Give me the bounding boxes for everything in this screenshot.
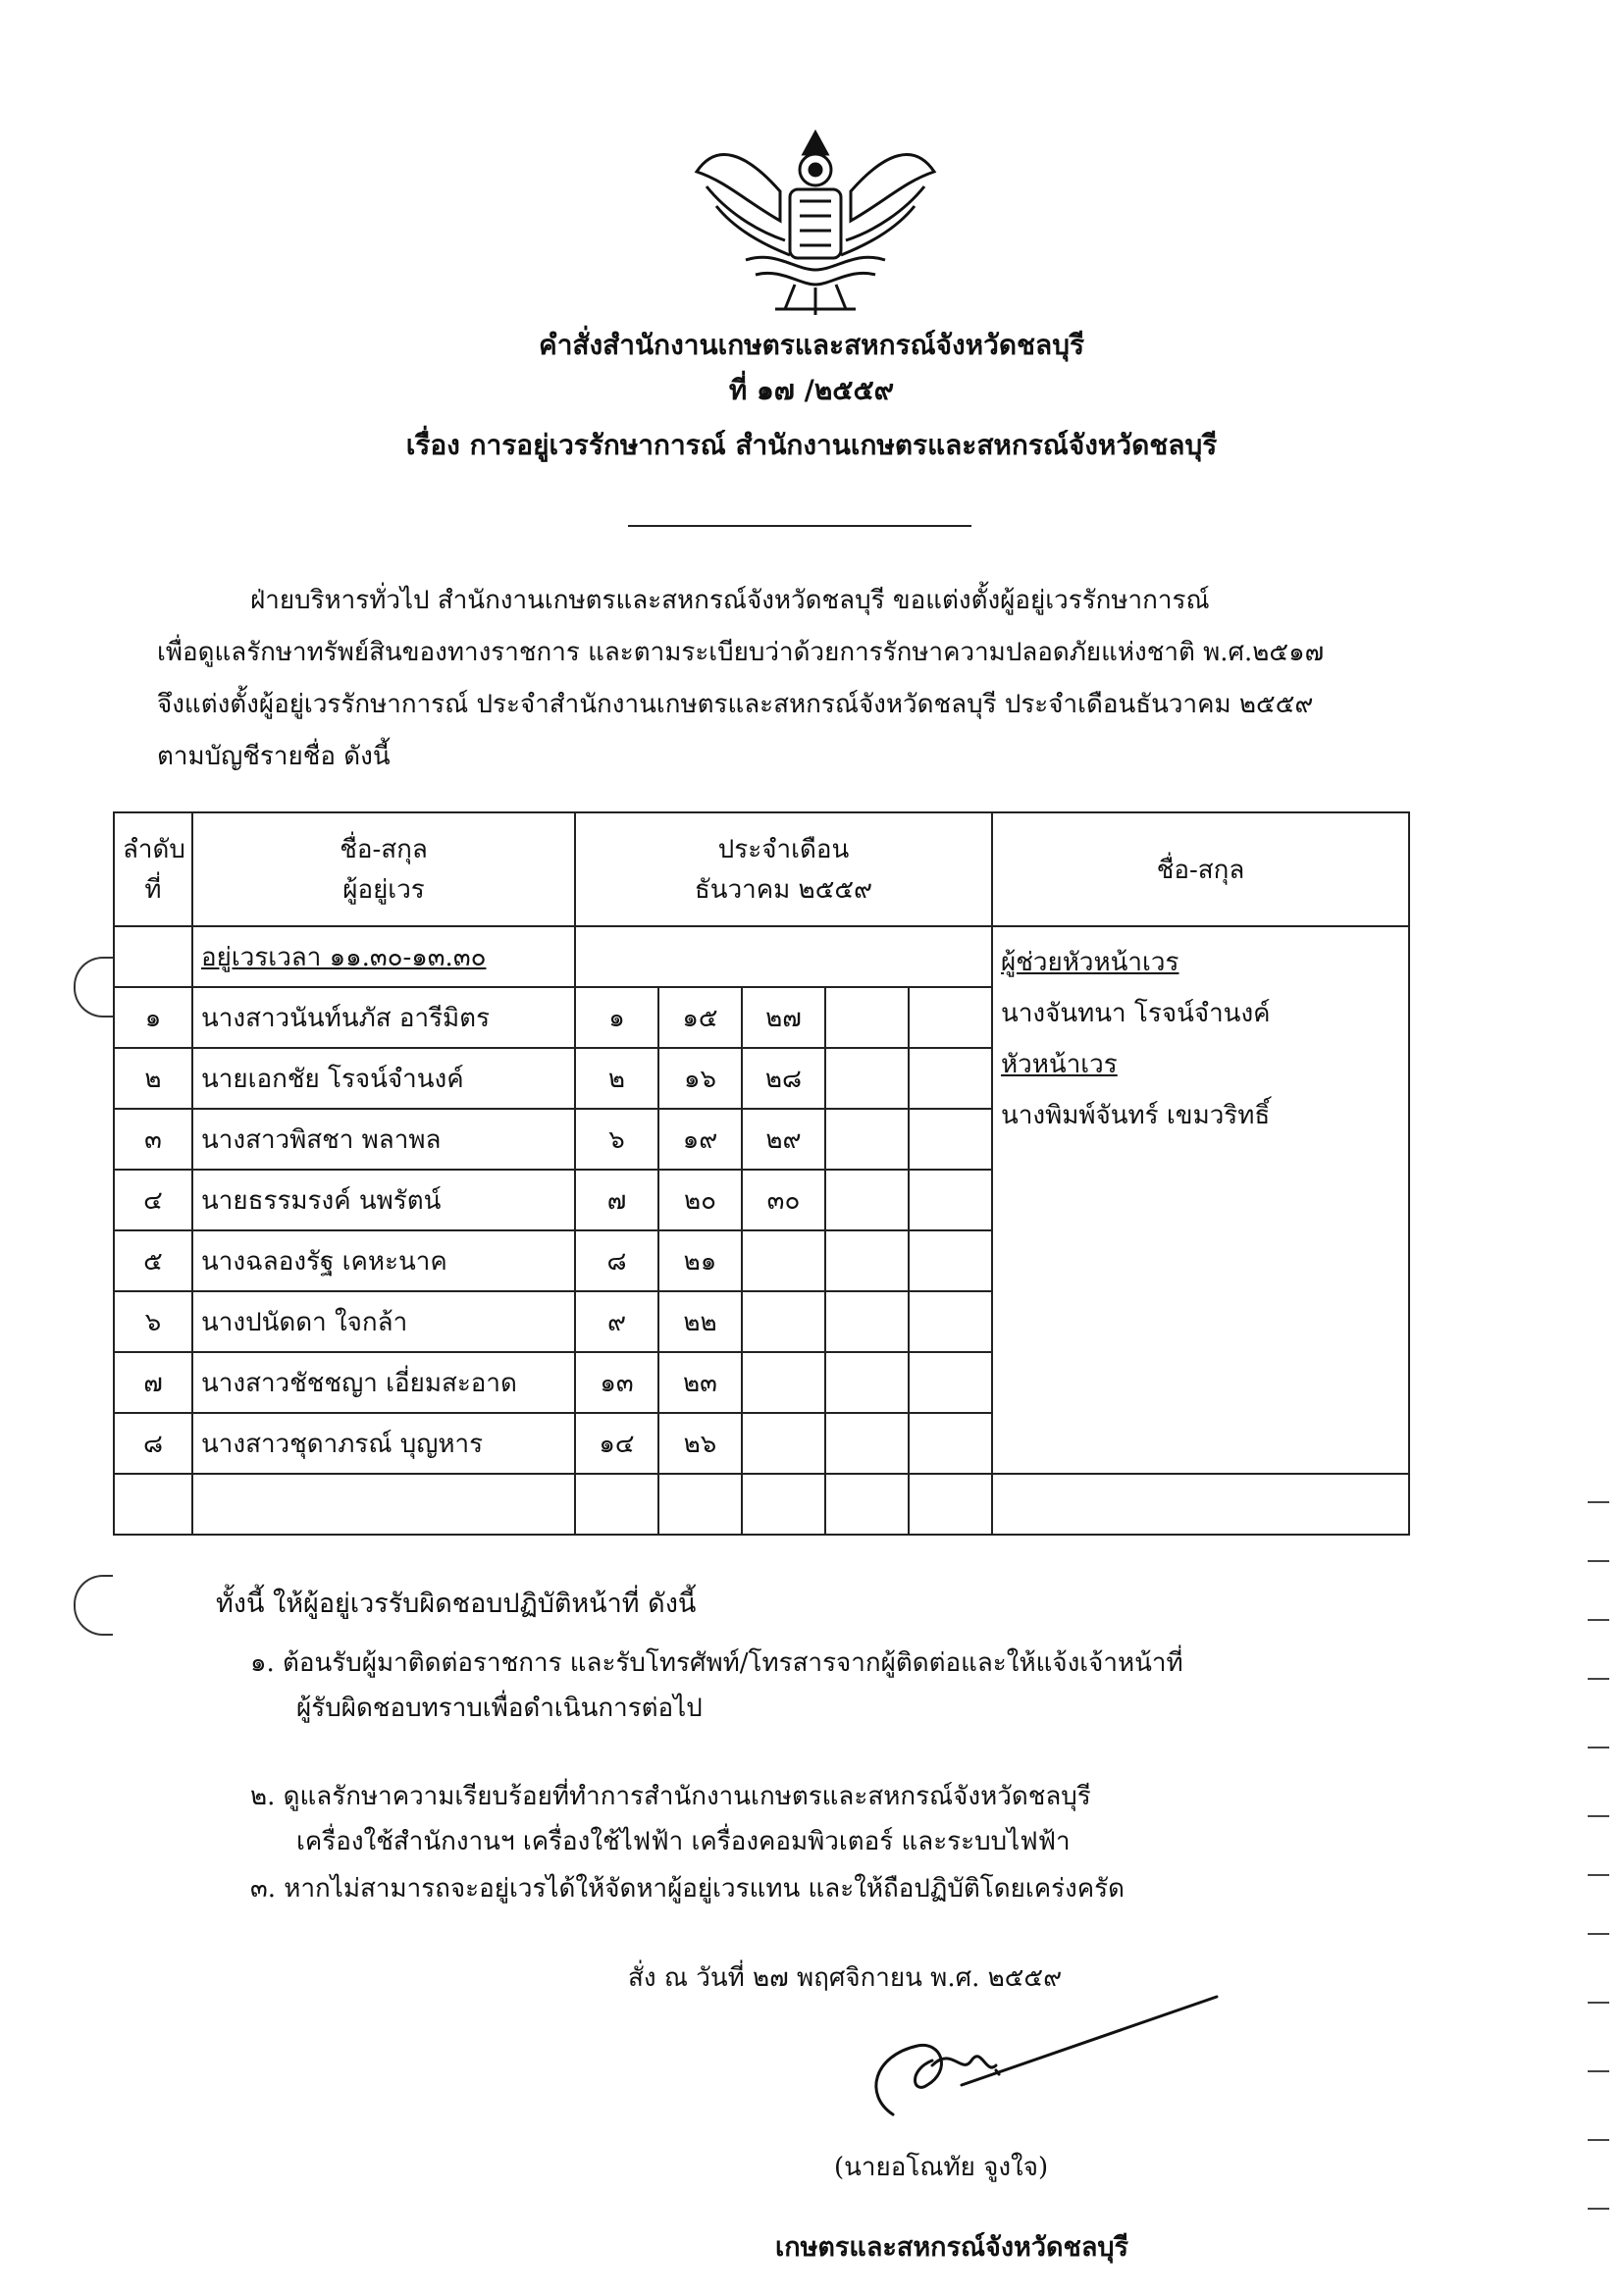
duty-day: ๒๙ (742, 1109, 825, 1170)
table-cell (825, 987, 909, 1048)
row-number: ๗ (114, 1352, 192, 1413)
row-name: นางสาวชุดาภรณ์ บุญหาร (192, 1413, 575, 1474)
duty-day (742, 1291, 825, 1352)
table-cell (658, 1474, 742, 1535)
row-number: ๑ (114, 987, 192, 1048)
margin-mark (1588, 1678, 1609, 1680)
duty-item (250, 1866, 1477, 1911)
duty-day (742, 1230, 825, 1291)
header-text: ธันวาคม ๒๕๕๙ (694, 875, 873, 905)
duty-day: ๑๙ (658, 1109, 742, 1170)
order-title: คำสั่งสำนักงานเกษตรและสหกรณ์จังหวัดชลบุรี (538, 329, 1085, 361)
margin-mark (1588, 2002, 1609, 2004)
duty-day: ๙ (575, 1291, 658, 1352)
order-date: สั่ง ณ วันที่ ๒๗ พฤศจิกายน พ.ศ. ๒๕๕๙ (628, 1963, 1063, 1993)
margin-mark (1588, 1501, 1609, 1503)
intro-line: จึงแต่งตั้งผู้อยู่เวรรักษาการณ์ ประจำสำนักงานเกษตรและสหกรณ์จังหวัดชลบุรี ประจำเดือนธันวาคม ๒๕๕๙ (157, 690, 1314, 719)
table-cell (909, 1109, 992, 1170)
row-name: นายเอกชัย โรจน์จำนงค์ (192, 1048, 575, 1109)
duty-text: ๑. ต้อนรับผู้มาติดต่อราชการ และรับโทรศัพท์/โทรสารจากผู้ติดต่อและให้แจ้งเจ้าหน้าที่ (250, 1648, 1183, 1678)
row-name: นายธรรมรงค์ นพรัตน์ (192, 1170, 575, 1230)
margin-mark (1588, 1747, 1609, 1748)
duty-item (250, 1641, 1477, 1731)
assistant-chief-name: นางจันทนา โรจน์จำนงค์ (1001, 999, 1271, 1028)
table-cell (825, 1230, 909, 1291)
intro-line: เพื่อดูแลรักษาทรัพย์สินของทางราชการ และตามระเบียบว่าด้วยการรักษาความปลอดภัยแห่งชาติ พ.ศ.๒๕๑๗ (157, 638, 1325, 667)
duty-text: เครื่องใช้สำนักงานฯ เครื่องใช้ไฟฟ้า เครื่องคอมพิวเตอร์ และระบบไฟฟ้า (296, 1827, 1071, 1856)
header-text: ลำดับ (123, 835, 185, 864)
margin-mark (1588, 1560, 1609, 1562)
punch-hole (74, 1575, 113, 1636)
row-number: ๖ (114, 1291, 192, 1352)
duty-day: ๖ (575, 1109, 658, 1170)
duty-day (742, 1352, 825, 1413)
duty-day (742, 1413, 825, 1474)
duty-day: ๒๐ (658, 1170, 742, 1230)
table-cell (825, 1048, 909, 1109)
table-cell (114, 1474, 192, 1535)
table-cell (909, 1230, 992, 1291)
table-cell (825, 1170, 909, 1230)
duty-item (250, 1774, 1477, 1864)
margin-mark (1588, 2208, 1609, 2210)
table-header-row (114, 812, 1409, 926)
margin-mark (1588, 2139, 1609, 2141)
table-cell (909, 1170, 992, 1230)
table-cell (575, 926, 992, 987)
header-text: ที่ (144, 875, 162, 905)
duty-day: ๑ (575, 987, 658, 1048)
order-number: ที่ ๑๗ /๒๕๕๙ (728, 374, 895, 406)
table-cell (825, 1291, 909, 1352)
duty-day: ๒๑ (658, 1230, 742, 1291)
table-cell (825, 1474, 909, 1535)
table-row-empty (114, 1474, 1409, 1535)
table-cell (909, 987, 992, 1048)
table-cell (909, 1048, 992, 1109)
row-number: ๕ (114, 1230, 192, 1291)
duty-text: ผู้รับผิดชอบทราบเพื่อดำเนินการต่อไป (296, 1694, 703, 1723)
duty-text: ๒. ดูแลรักษาความเรียบร้อยที่ทำการสำนักงานเกษตรและสหกรณ์จังหวัดชลบุรี (250, 1782, 1091, 1811)
table-cell (909, 1413, 992, 1474)
duty-day: ๓๐ (742, 1170, 825, 1230)
col-header-number (114, 812, 192, 926)
signatory-position: เกษตรและสหกรณ์จังหวัดชลบุรี (775, 2232, 1129, 2263)
duty-day: ๒๒ (658, 1291, 742, 1352)
header-text: ชื่อ-สกุล (340, 835, 428, 864)
row-number: ๘ (114, 1413, 192, 1474)
duty-day: ๒๗ (742, 987, 825, 1048)
col-header-right-name: ชื่อ-สกุล (992, 812, 1409, 926)
margin-mark (1588, 1619, 1609, 1621)
col-header-month (575, 812, 992, 926)
table-cell (825, 1109, 909, 1170)
table-cell (114, 926, 192, 987)
table-cell (909, 1291, 992, 1352)
table-cell (825, 1352, 909, 1413)
punch-hole (74, 957, 113, 1018)
header-text: ประจำเดือน (717, 835, 850, 864)
row-number: ๔ (114, 1170, 192, 1230)
intro-paragraph (157, 575, 1384, 783)
duty-day: ๑๕ (658, 987, 742, 1048)
supervisor-cell (992, 926, 1409, 1474)
duty-day: ๒๓ (658, 1352, 742, 1413)
garuda-emblem (687, 113, 944, 319)
order-subject: เรื่อง การอยู่เวรรักษาการณ์ สำนักงานเกษตรและสหกรณ์จังหวัดชลบุรี (405, 429, 1218, 461)
handwritten-signature (824, 1977, 1236, 2124)
table-cell (909, 1474, 992, 1535)
row-name: นางปนัดดา ใจกล้า (192, 1291, 575, 1352)
row-name: นางสาวพิสชา พลาพล (192, 1109, 575, 1170)
row-name: นางสาวนันท์นภัส อารีมิตร (192, 987, 575, 1048)
table-cell (575, 1474, 658, 1535)
duty-day: ๗ (575, 1170, 658, 1230)
chief-name: นางพิมพ์จันทร์ เขมวริทธิ์ (1001, 1101, 1271, 1130)
margin-mark (1588, 1874, 1609, 1876)
intro-line: ฝ่ายบริหารทั่วไป สำนักงานเกษตรและสหกรณ์จังหวัดชลบุรี ขอแต่งตั้งผู้อยู่เวรรักษาการณ์ (250, 586, 1210, 615)
duty-day: ๒๘ (742, 1048, 825, 1109)
col-header-name (192, 812, 575, 926)
duty-day: ๑๓ (575, 1352, 658, 1413)
duty-roster-table (113, 811, 1410, 1536)
row-number: ๒ (114, 1048, 192, 1109)
table-cell (825, 1413, 909, 1474)
intro-line: ตามบัญชีรายชื่อ ดังนี้ (157, 742, 391, 771)
table-cell (742, 1474, 825, 1535)
assistant-chief-label: ผู้ช่วยหัวหน้าเวร (1001, 948, 1179, 977)
duty-day: ๒๖ (658, 1413, 742, 1474)
table-cell (992, 1474, 1409, 1535)
margin-mark (1588, 1933, 1609, 1935)
table-cell (909, 1352, 992, 1413)
margin-mark (1588, 1815, 1609, 1817)
shift-row (114, 926, 1409, 987)
chief-label: หัวหน้าเวร (1001, 1050, 1118, 1079)
table-cell (192, 1474, 575, 1535)
duty-text: ๓. หากไม่สามารถจะอยู่เวรได้ให้จัดหาผู้อยู่เวรแทน และให้ถือปฏิบัติโดยเคร่งครัด (250, 1874, 1125, 1904)
duties-heading: ทั้งนี้ ให้ผู้อยู่เวรรับผิดชอบปฏิบัติหน้าที่ ดังนี้ (216, 1589, 697, 1619)
duty-day: ๒ (575, 1048, 658, 1109)
duty-day: ๘ (575, 1230, 658, 1291)
duty-day: ๑๔ (575, 1413, 658, 1474)
title-divider (628, 525, 971, 527)
row-name: นางสาวชัชชญา เอี่ยมสะอาด (192, 1352, 575, 1413)
margin-mark (1588, 2070, 1609, 2072)
duty-day: ๑๖ (658, 1048, 742, 1109)
signatory-name: (นายอโณทัย จูงใจ) (834, 2153, 1049, 2182)
shift-time: อยู่เวรเวลา ๑๑.๓๐-๑๓.๓๐ (192, 926, 575, 987)
header-text: ผู้อยู่เวร (342, 875, 425, 905)
row-name: นางฉลองรัฐ เคหะนาค (192, 1230, 575, 1291)
row-number: ๓ (114, 1109, 192, 1170)
